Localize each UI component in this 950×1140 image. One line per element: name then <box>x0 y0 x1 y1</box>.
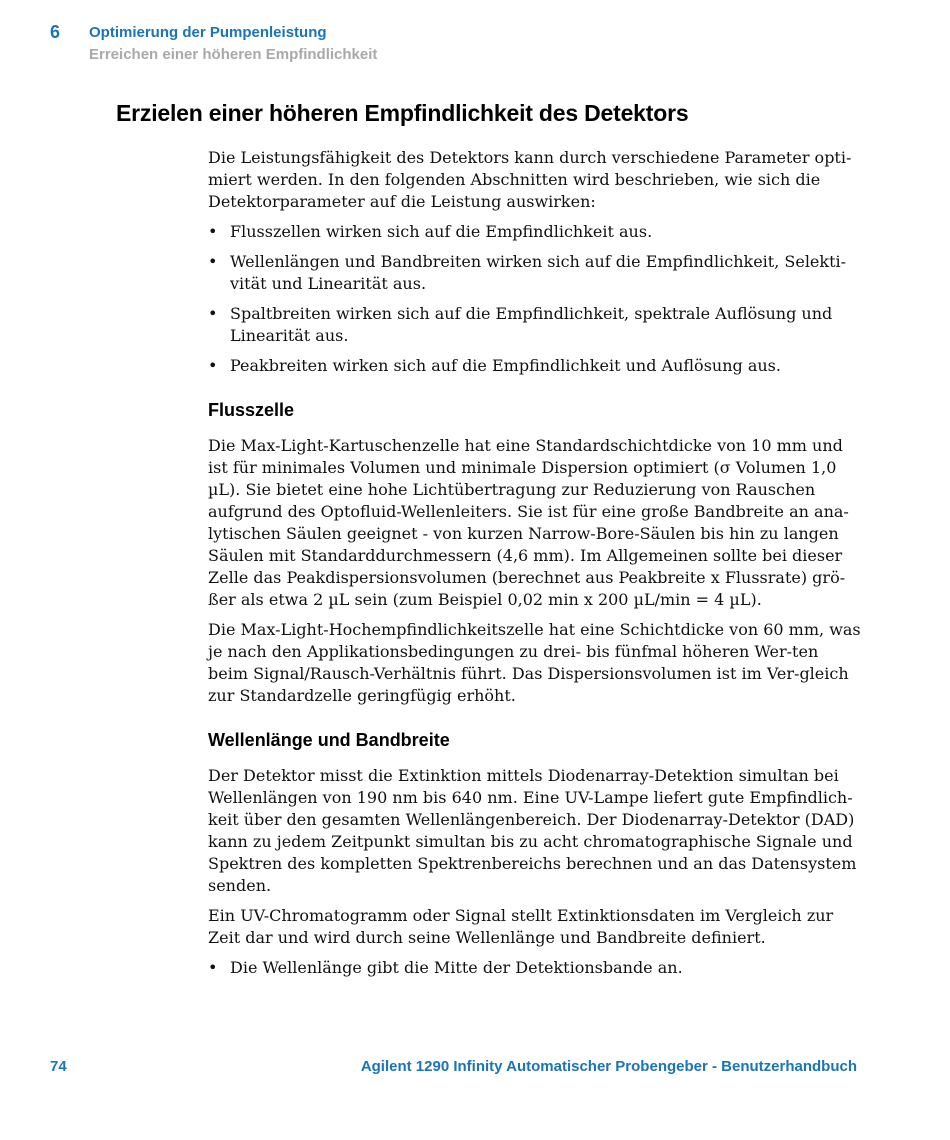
wellenlaenge-paragraph-2: Ein UV-Chromatogramm oder Signal stellt Extinktionsdaten im Vergleich zur Zeit dar und wird durch seine Wellenlänge und Bandbreite definiert. <box>208 906 834 947</box>
flusszelle-paragraph-2: Die Max-Light-Hochempfindlichkeitszelle hat eine Schichtdicke von 60 mm, was je nach den Applikationsbedingungen zu drei- bis fünfmal höheren Wer-ten beim Signal/Rausch-Verhältnis führt. Das Dispersionsvolumen ist im Ver-gleich zur Standardzelle geringfügig erhöht. <box>208 620 861 705</box>
section-title: Erreichen einer höheren Empfindlichkeit <box>89 46 378 63</box>
list-item: • Die Wellenlänge gibt die Mitte der Detektionsbande an. <box>208 958 683 977</box>
wellenlaenge-paragraph-1: Der Detektor misst die Extinktion mittels Diodenarray-Detektion simultan bei Wellenlängen von 190 nm bis 640 nm. Eine UV-Lampe liefert gute Empfindlich-keit über den gesamten Wellenlängenbereich. Der Diodenarray-Detektor (DAD) kann zu jedem Zeitpunkt simultan bis zu acht chromatographische Signale und Spektren des kompletten Spektrenbereichs berechnen und an das Datensystem senden. <box>208 766 857 895</box>
bullet-icon: • <box>208 222 218 241</box>
bullet-icon: • <box>208 304 218 323</box>
wellenlaenge-heading: Wellenlänge und Bandbreite <box>208 730 450 750</box>
intro-paragraph: Die Leistungsfähigkeit des Detektors kann durch verschiedene Parameter opti-miert werden. In den folgenden Abschnitten wird beschrieben, wie sich die Detektorparameter auf die Leistung auswirken: <box>208 148 852 211</box>
page-title: Erzielen einer höheren Empfindlichkeit des Detektors <box>116 100 689 126</box>
bullet-icon: • <box>208 958 218 977</box>
bullet-icon: • <box>208 356 218 375</box>
page-number: 74 <box>50 1058 67 1075</box>
wellenlaenge-list <box>208 957 863 979</box>
list-item: • Wellenlängen und Bandbreiten wirken sich auf die Empfindlichkeit, Selekti-vität und Linearität aus. <box>208 252 847 293</box>
list-item: • Flusszellen wirken sich auf die Empfindlichkeit aus. <box>208 222 653 241</box>
document-title: Agilent 1290 Infinity Automatischer Probengeber - Benutzerhandbuch <box>360 1058 857 1075</box>
chapter-number: 6 <box>50 22 61 42</box>
bullet-icon: • <box>208 252 218 271</box>
flusszelle-paragraph-1: Die Max-Light-Kartuschenzelle hat eine Standardschichtdicke von 10 mm und ist für minimales Volumen und minimale Dispersion optimiert (σ Volumen 1,0 µL). Sie bietet eine hohe Lichtübertragung zur Reduzierung von Rauschen aufgrund des Optofluid-Wellenleiters. Sie ist für eine große Bandbreite an ana-lytischen Säulen geeignet - von kurzen Narrow-Bore-Säulen bis hin zu langen Säulen mit Standarddurchmessern (4,6 mm). Im Allgemeinen sollte bei dieser Zelle das Peakdispersionsvolumen (berechnet aus Peakbreite x Flussrate) grö-ßer als etwa 2 µL sein (zum Beispiel 0,02 min x 200 µL/min = 4 µL). <box>208 436 849 609</box>
list-item: • Peakbreiten wirken sich auf die Empfindlichkeit und Auflösung aus. <box>208 356 781 375</box>
main-content <box>208 147 863 987</box>
list-item: • Spaltbreiten wirken sich auf die Empfindlichkeit, spektrale Auflösung und Linearität aus. <box>208 304 833 345</box>
chapter-title: Optimierung der Pumpenleistung <box>89 24 327 41</box>
flusszelle-heading: Flusszelle <box>208 400 295 420</box>
parameter-list <box>208 221 863 377</box>
